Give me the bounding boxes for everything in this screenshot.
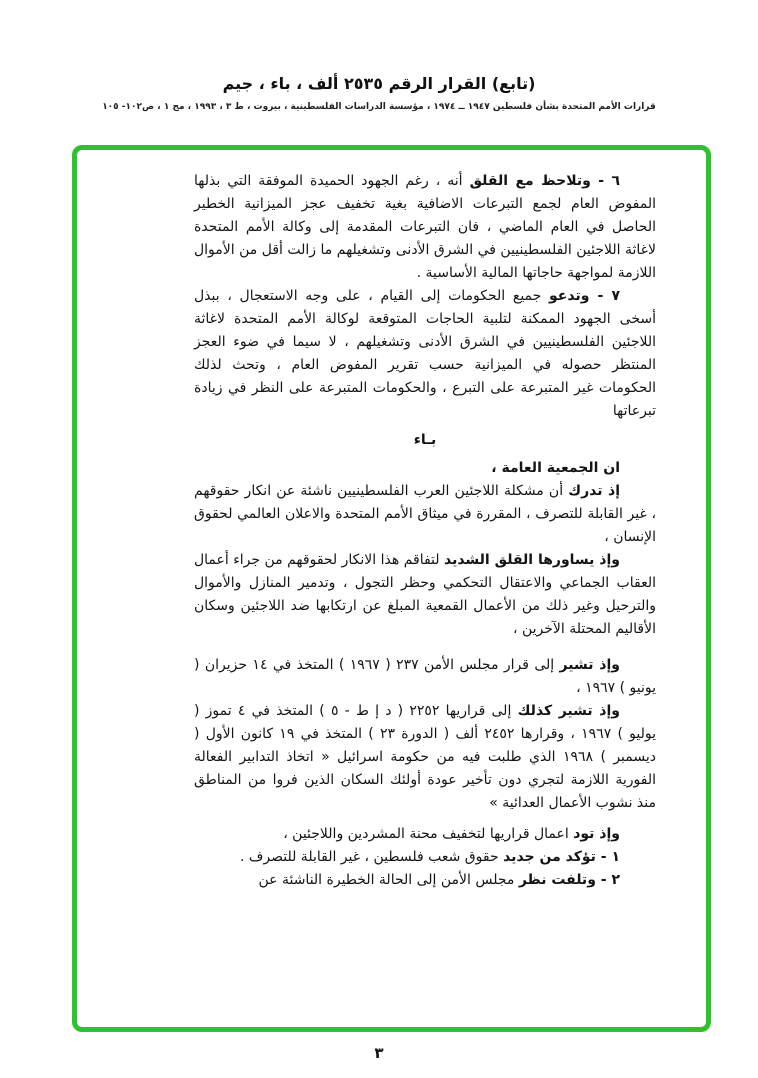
preamble-clause-2-text: لتفاقم هذا الانكار لحقوقهم من جراء أعمال العقاب الجماعي والاعتقال التحكمي وحظر التجول ، وتدمير المنازل والأموال والترحيل وغير ذلك من الأعمال القمعية المبلغ عن ارتكابها ضد اللاجئين وسكان الأقاليم المحتلة الآخرين ،	[193, 552, 656, 637]
preamble-clause-3-text: إلى قرار مجلس الأمن ٢٣٧ ( ١٩٦٧ ) المتخذ في ١٤ حزيران ( يونيو ) ١٩٦٧ ،	[194, 657, 656, 696]
resolution-body	[194, 170, 656, 892]
preamble-clause-2	[194, 549, 656, 641]
green-highlight-border	[72, 145, 711, 1032]
preamble-clause-3	[194, 654, 656, 700]
paragraph-7-text: جميع الحكومات إلى القيام ، على وجه الاستعجال ، ببذل أسخى الجهود الممكنة لتلبية الحاجات المتوقعة لوكالة الأمم المتحدة لاغاثة اللاجئين الفلسطينيين في الشرق الأدنى وتشغيلهم ، لا سيما في ضوء العجز المنتظر حصوله في الميزانية حسب تقرير المفوض العام ، وتحث لذلك الحكومات غير المتبرعة على التبرع ، والحكومات المتبرعة على النظر في زيادة تبرعاتها	[194, 288, 656, 419]
general-assembly-line	[194, 457, 656, 480]
operative-clause-1	[194, 846, 656, 869]
paragraph-6	[194, 170, 656, 285]
paragraph-6-text: أنه ، رغم الجهود الحميدة الموفقة التي بذلها المفوض العام لجمع التبرعات الاضافية بغية تخفيف عجز الميزانية الخطير الحاصل في العام الماضي ، فان التبرعات المقدمة إلى وكالة الأمم المتحدة لاغاثة اللاجئين الفلسطينيين في الشرق الأدنى وتشغيلهم ما زالت أقل من الأموال اللازمة لمواجهة حاجاتها المالية الأساسية .	[194, 173, 656, 281]
preamble-clause-5	[194, 823, 656, 846]
document-title: (تابع) القرار الرقم ٢٥٣٥ ألف ، باء ، جيم	[222, 74, 536, 93]
preamble-clause-3-lead: وإذ تشير	[559, 657, 620, 673]
preamble-clause-1-lead: إذ تدرك	[568, 483, 620, 499]
section-heading-baa: بـاء	[413, 432, 437, 448]
operative-clause-2-text: مجلس الأمن إلى الحالة الخطيرة الناشئة عن	[258, 872, 515, 888]
paragraph-6-lead: ٦ - وتلاحظ مع القلق	[469, 173, 620, 189]
preamble-clause-1-text: أن مشكلة اللاجئين العرب الفلسطينيين ناشئة عن انكار حقوقهم ، غير القابلة للتصرف ، المقررة في ميثاق الأمم المتحدة والاعلان العالمي لحقوق الإنسان ،	[194, 483, 656, 545]
paragraph-7	[194, 285, 656, 423]
preamble-clause-1	[194, 480, 656, 549]
operative-clause-2-lead: ٢ - وتلفت نظر	[518, 872, 620, 888]
preamble-clause-4-text: إلى قراريها ٢٢٥٢ ( د إ ط - ٥ ) المتخذ في ٤ تموز ( يوليو ) ١٩٦٧ ، وقرارها ٢٤٥٢ ألف ( الدورة ٢٣ ) المتخذ في ١٩ كانون الأول ( ديسمبر ) ١٩٦٨ الذي طلبت فيه من حكومة اسرائيل « اتخاذ التدابير الفعالة الفورية اللازمة لتجري دون تأخير عودة أولئك السكان الذين فروا من المناطق منذ نشوب الأعمال العدائية »	[194, 703, 656, 811]
operative-clause-1-text: حقوق شعب فلسطين ، غير القابلة للتصرف .	[239, 849, 499, 865]
operative-clause-2	[194, 869, 656, 892]
preamble-clause-4-lead: وإذ تشير كذلك	[517, 703, 620, 719]
preamble-clause-2-lead: وإذ يساورها القلق الشديد	[444, 552, 620, 568]
document-header	[0, 74, 758, 112]
preamble-clause-4	[194, 700, 656, 815]
preamble-clause-5-text: اعمال قراريها لتخفيف محنة المشردين واللاجئين ،	[283, 826, 569, 842]
general-assembly-lead: ان الجمعية العامة ،	[491, 460, 620, 476]
preamble-clause-5-lead: وإذ تود	[573, 826, 620, 842]
paragraph-7-lead: ٧ - وتدعو	[549, 288, 620, 304]
page-number: ٣	[374, 1044, 384, 1062]
operative-clause-1-lead: ١ - تؤكد من جديد	[503, 849, 620, 865]
source-citation: قرارات الأمم المتحدة بشأن فلسطين ١٩٤٧ ــ ١٩٧٤ ، مؤسسة الدراسات الفلسطينية ، بيروت ، ط ٣ ، ١٩٩٣ ، مج ١ ، ص١٠٢- ١٠٥	[102, 102, 656, 112]
